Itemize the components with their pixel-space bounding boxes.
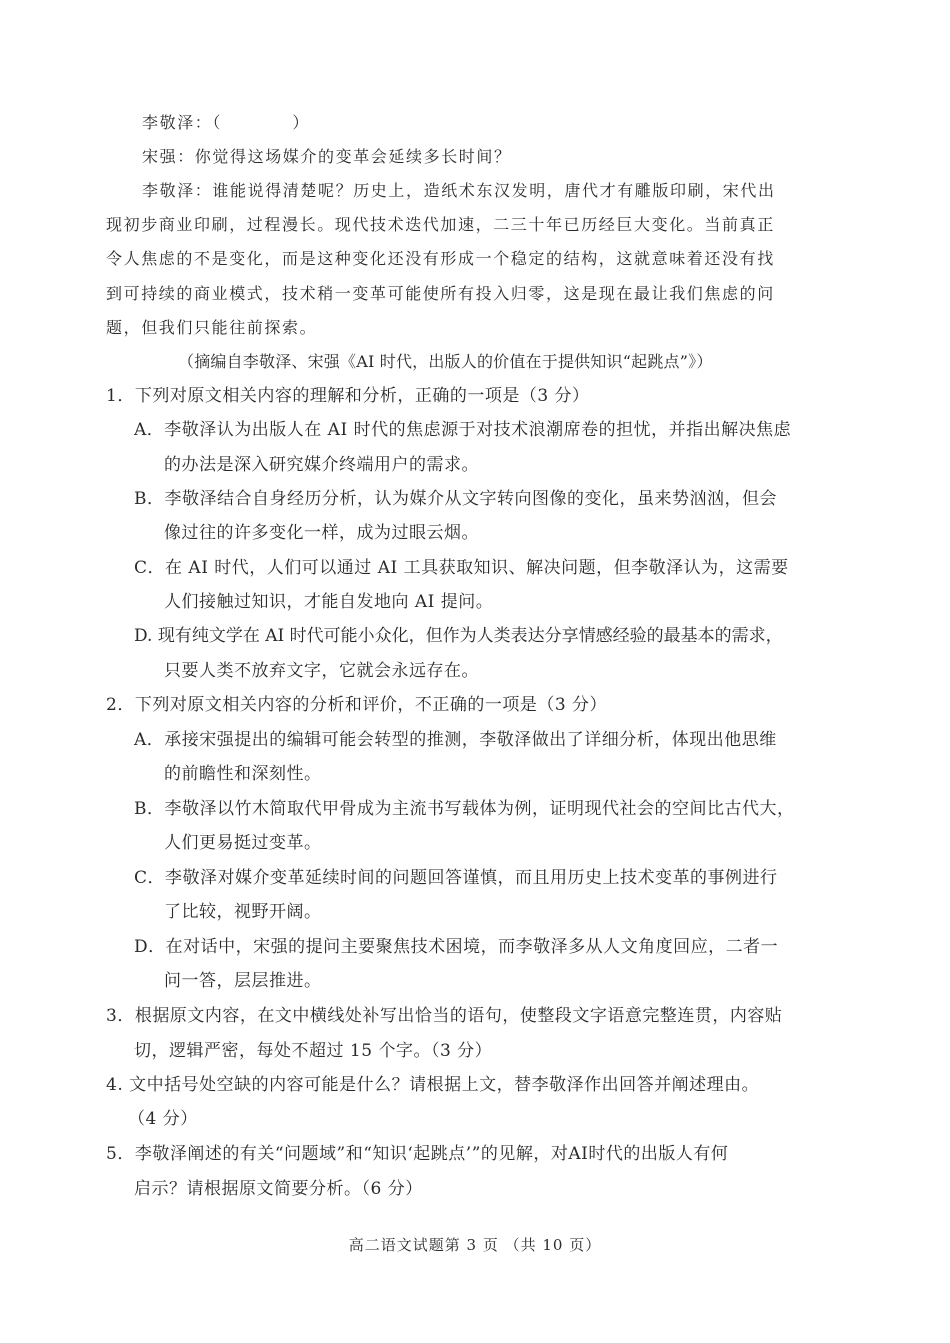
dialogue-paragraph-line: 到可持续的商业模式，技术稍一变革可能使所有投入归零，这是现在最让我们焦虑的问: [106, 284, 775, 303]
q2-option-d-cont: 问一答，层层推进。: [164, 971, 322, 991]
question-4-cont: （4 分）: [128, 1109, 198, 1129]
question-2-stem: 2．下列对原文相关内容的分析和评价，不正确的一项是（3 分）: [106, 695, 608, 715]
dialogue-line-song-question: 宋强：你觉得这场媒介的变革会延续多长时间？: [142, 147, 512, 166]
source-citation: （摘编自李敬泽、宋强《AI 时代，出版人的价值在于提供知识“起跳点”》）: [178, 352, 713, 371]
q1-option-b: B．李敬泽结合自身经历分析，认为媒介从文字转向图像的变化，虽来势汹汹，但会: [134, 489, 777, 509]
dialogue-paragraph-line: 题，但我们只能往前探索。: [106, 318, 318, 337]
dialogue-paragraph-line: 李敬泽：谁能说得清楚呢？历史上，造纸术东汉发明，唐代才有雕版印刷，宋代出: [142, 181, 776, 200]
question-1-stem: 1．下列对原文相关内容的理解和分析，正确的一项是（3 分）: [106, 386, 590, 406]
question-5-cont: 启示？请根据原文简要分析。（6 分）: [134, 1179, 423, 1199]
q1-option-b-cont: 像过往的许多变化一样，成为过眼云烟。: [164, 523, 479, 543]
q2-option-c-cont: 了比较，视野开阔。: [164, 902, 322, 922]
q2-option-c: C．李敬泽对媒介变革延续时间的问题回答谨慎，而且用历史上技术变革的事例进行: [134, 868, 778, 888]
q1-option-c: C．在 AI 时代，人们可以通过 AI 工具获取知识、解决问题，但李敬泽认为，这需要: [134, 558, 789, 578]
question-5: 5．李敬泽阐述的有关“问题域”和“知识‘起跳点’”的见解，对AI时代的出版人有何: [106, 1144, 729, 1164]
dialogue-line-li-blank: 李敬泽：（ ）: [142, 113, 311, 132]
q1-option-d-cont: 只要人类不放弃文字，它就会永远存在。: [164, 661, 479, 681]
q2-option-a-cont: 的前瞻性和深刻性。: [164, 764, 322, 784]
q1-option-d: D. 现有纯文学在 AI 时代可能小众化，但作为人类表达分享情感经验的最基本的需求，: [134, 626, 783, 646]
q2-option-b: B．李敬泽以竹木简取代甲骨成为主流书写载体为例，证明现代社会的空间比古代大，: [134, 799, 795, 819]
q2-option-b-cont: 人们更易挺过变革。: [164, 833, 322, 853]
dialogue-paragraph-line: 令人焦虑的不是变化，而是这种变化还没有形成一个稳定的结构，这就意味着还没有找: [106, 249, 775, 268]
page-footer: 高二语文试题第 3 页 （共 10 页）: [348, 1236, 602, 1254]
question-3: 3．根据原文内容，在文中横线处补写出恰当的语句，使整段文字语意完整连贯，内容贴: [106, 1006, 783, 1026]
question-3-cont: 切，逻辑严密，每处不超过 15 个字。（3 分）: [134, 1041, 493, 1061]
question-4: 4. 文中括号处空缺的内容可能是什么？请根据上文，替李敬泽作出回答并阐述理由。: [106, 1075, 760, 1095]
dialogue-paragraph-line: 现初步商业印刷，过程漫长。现代技术迭代加速，二三十年已历经巨大变化。当前真正: [106, 215, 775, 234]
q1-option-a: A．李敬泽认为出版人在 AI 时代的焦虑源于对技术浪潮席卷的担忧，并指出解决焦虑: [134, 420, 792, 440]
q2-option-a: A．承接宋强提出的编辑可能会转型的推测，李敬泽做出了详细分析，体现出他思维: [134, 730, 777, 750]
q1-option-c-cont: 人们接触过知识，才能自发地向 AI 提问。: [164, 592, 494, 612]
q2-option-d: D．在对话中，宋强的提问主要聚焦技术困境，而李敬泽多从人文角度回应，二者一: [134, 937, 779, 957]
q1-option-a-cont: 的办法是深入研究媒介终端用户的需求。: [164, 455, 479, 475]
